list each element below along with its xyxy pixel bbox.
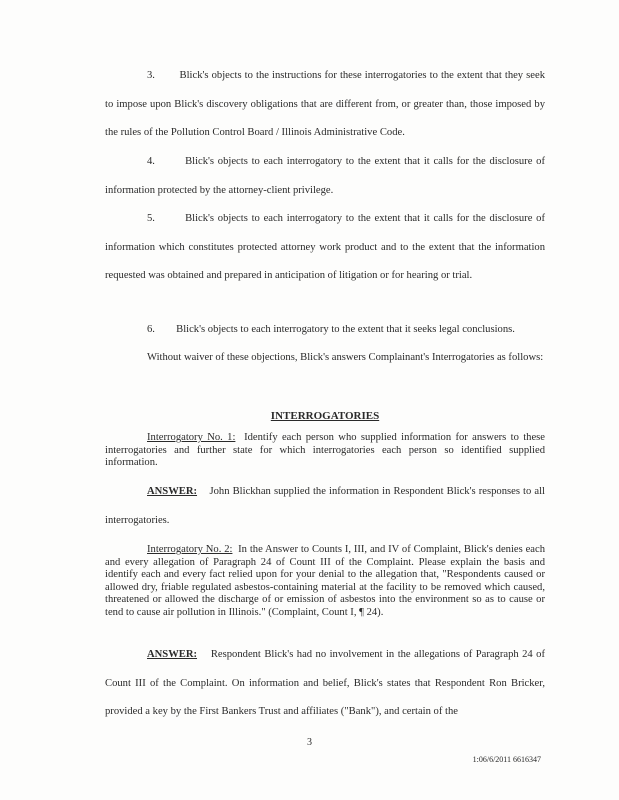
document-id: 1:06/6/2011 6616347 bbox=[472, 755, 541, 764]
interrogatory-text: In the Answer to Counts I, III, and IV of Complaint, Blick's denies each and every allegation of Paragraph 24 of Count III of the Complaint. Please explain the basis and identify each and every fact relied upon for your denial to the allegation that, "Respondents caused or allowed dry, friable regulated asbestos-containing material at the facility to be removed which caused, threatened or allowed the discharge of or emission of asbestos into the environment so as to cause or tend to cause air pollution in Illinois." (Complaint, Count I, ¶ 24). bbox=[105, 544, 545, 618]
interrogatory-1 bbox=[105, 432, 545, 470]
objection-text: Blick's objects to each interrogatory to the extent that it seeks legal conclusions. bbox=[176, 324, 515, 335]
answer-text: Respondent Blick's had no involvement in the allegations of Paragraph 24 of Count III of the Complaint. On information and belief, Blick's states that Respondent Ron Bricker, provided a key by the First Bankers Trust and affiliates ("Bank"), and certain of the bbox=[105, 649, 545, 717]
objection-text: Blick's objects to each interrogatory to the extent that it calls for the disclosure of information protected by the attorney-client privilege. bbox=[105, 156, 546, 196]
interrogatory-text: Identify each person who supplied information for answers to these interrogatories and further state for which interrogatories each person so identified supplied information. bbox=[105, 432, 545, 469]
objection-number: 5. bbox=[147, 213, 155, 224]
interrogatory-2 bbox=[105, 544, 545, 620]
interrogatory-label: Interrogatory No. 2: bbox=[147, 544, 233, 555]
interrogatory-label: Interrogatory No. 1: bbox=[147, 432, 236, 443]
objection-5 bbox=[105, 205, 545, 291]
objection-3 bbox=[105, 62, 545, 148]
answer-label: ANSWER: bbox=[147, 649, 198, 660]
without-waiver-paragraph: Without waiver of these objections, Blick's answers Complainant's Interrogatories as follows: bbox=[147, 352, 544, 363]
page-number: 3 bbox=[307, 737, 312, 748]
answer-label: ANSWER: bbox=[147, 486, 198, 497]
answer-1 bbox=[105, 478, 545, 535]
objection-6 bbox=[105, 316, 545, 345]
objection-text: Blick's objects to the instructions for these interrogatories to the extent that they seek to impose upon Blick's discovery obligations that are different from, or greater than, those imposed by the rules of the Pollution Control Board / Illinois Administrative Code. bbox=[105, 70, 546, 138]
objection-number: 6. bbox=[147, 324, 155, 335]
objection-4 bbox=[105, 148, 545, 205]
answer-text: John Blickhan supplied the information in Respondent Blick's responses to all interrogatories. bbox=[105, 486, 545, 526]
objection-text: Blick's objects to each interrogatory to the extent that it calls for the disclosure of information which constitutes protected attorney work product and to the extent that the information requested was obtained and prepared in anticipation of litigation or for hearing or trial. bbox=[105, 213, 546, 281]
answer-2 bbox=[105, 641, 545, 727]
objection-number: 3. bbox=[147, 70, 155, 81]
interrogatories-heading: INTERROGATORIES bbox=[270, 410, 380, 422]
objection-number: 4. bbox=[147, 156, 155, 167]
